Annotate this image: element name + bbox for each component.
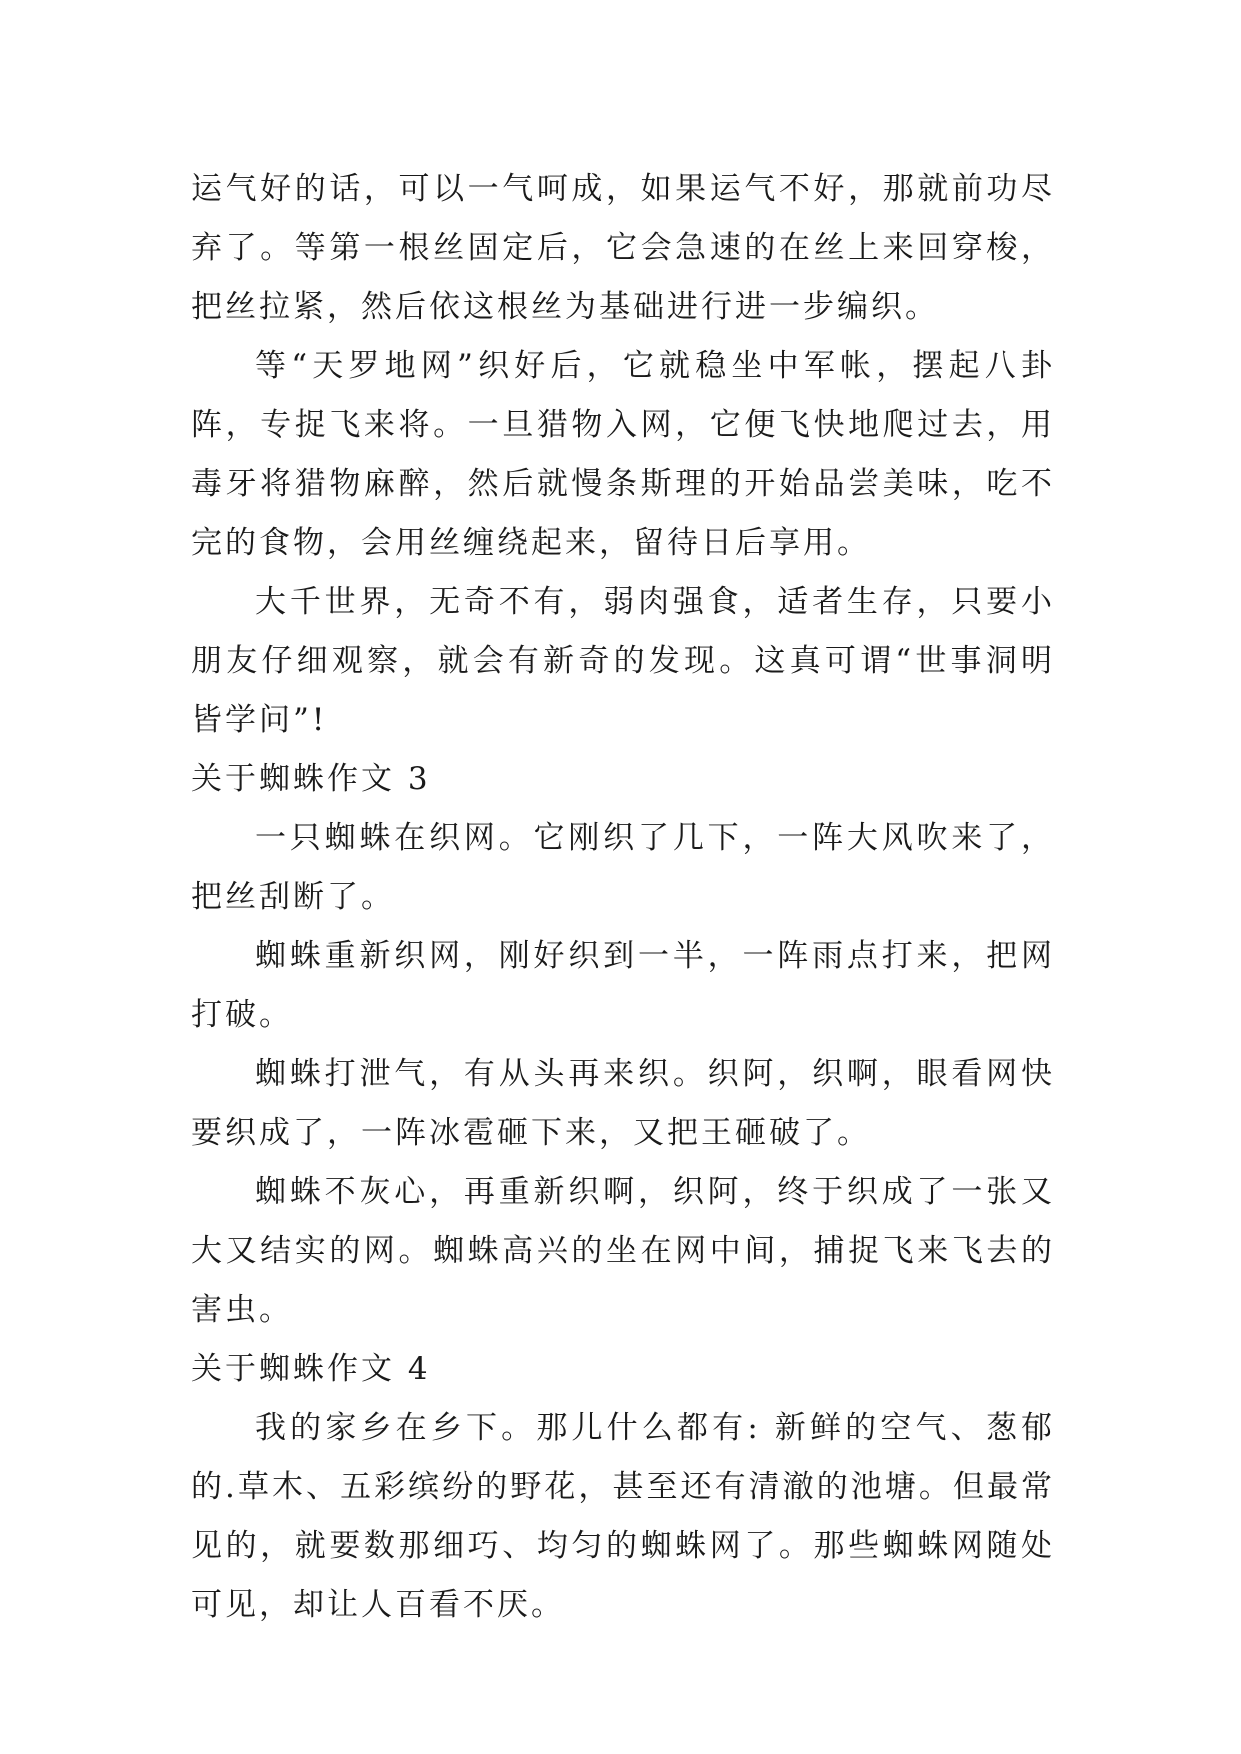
paragraph-2: 等“天罗地网”织好后，它就稳坐中军帐，摆起八卦阵，专捉飞来将。一旦猎物入网，它便飞快地爬过去，用毒牙将猎物麻醉，然后就慢条斯理的开始品尝美味，吃不完的食物，会用丝缠绕起来，留待日后享用。 bbox=[191, 348, 1055, 561]
paragraph-5: 蜘蛛重新织网，刚好织到一半，一阵雨点打来，把网打破。 bbox=[191, 938, 1055, 1033]
paragraph-1: 运气好的话，可以一气呵成，如果运气不好，那就前功尽弃了。等第一根丝固定后，它会急速的在丝上来回穿梭，把丝拉紧，然后依这根丝为基础进行进一步编织。 bbox=[191, 171, 1055, 325]
section-heading-4: 关于蜘蛛作文 4 bbox=[191, 1351, 431, 1387]
paragraph-7: 蜘蛛不灰心，再重新织啊，织阿，终于织成了一张又大又结实的网。蜘蛛高兴的坐在网中间，捕捉飞来飞去的害虫。 bbox=[191, 1174, 1055, 1328]
paragraph-3: 大千世界，无奇不有，弱肉强食，适者生存，只要小朋友仔细观察，就会有新奇的发现。这真可谓“世事洞明皆学问”! bbox=[191, 584, 1055, 738]
paragraph-6: 蜘蛛打泄气，有从头再来织。织阿，织啊，眼看网快要织成了，一阵冰雹砸下来，又把王砸破了。 bbox=[191, 1056, 1055, 1151]
paragraph-8: 我的家乡在乡下。那儿什么都有: 新鲜的空气、葱郁的.草木、五彩缤纷的野花，甚至还有清澈的池塘。但最常见的，就要数那细巧、均匀的蜘蛛网了。那些蜘蛛网随处可见，却让人百看不厌。 bbox=[191, 1410, 1055, 1623]
document-page bbox=[191, 160, 1055, 1635]
section-heading-3: 关于蜘蛛作文 3 bbox=[191, 761, 431, 797]
paragraph-4: 一只蜘蛛在织网。它刚织了几下，一阵大风吹来了，把丝刮断了。 bbox=[191, 820, 1055, 915]
